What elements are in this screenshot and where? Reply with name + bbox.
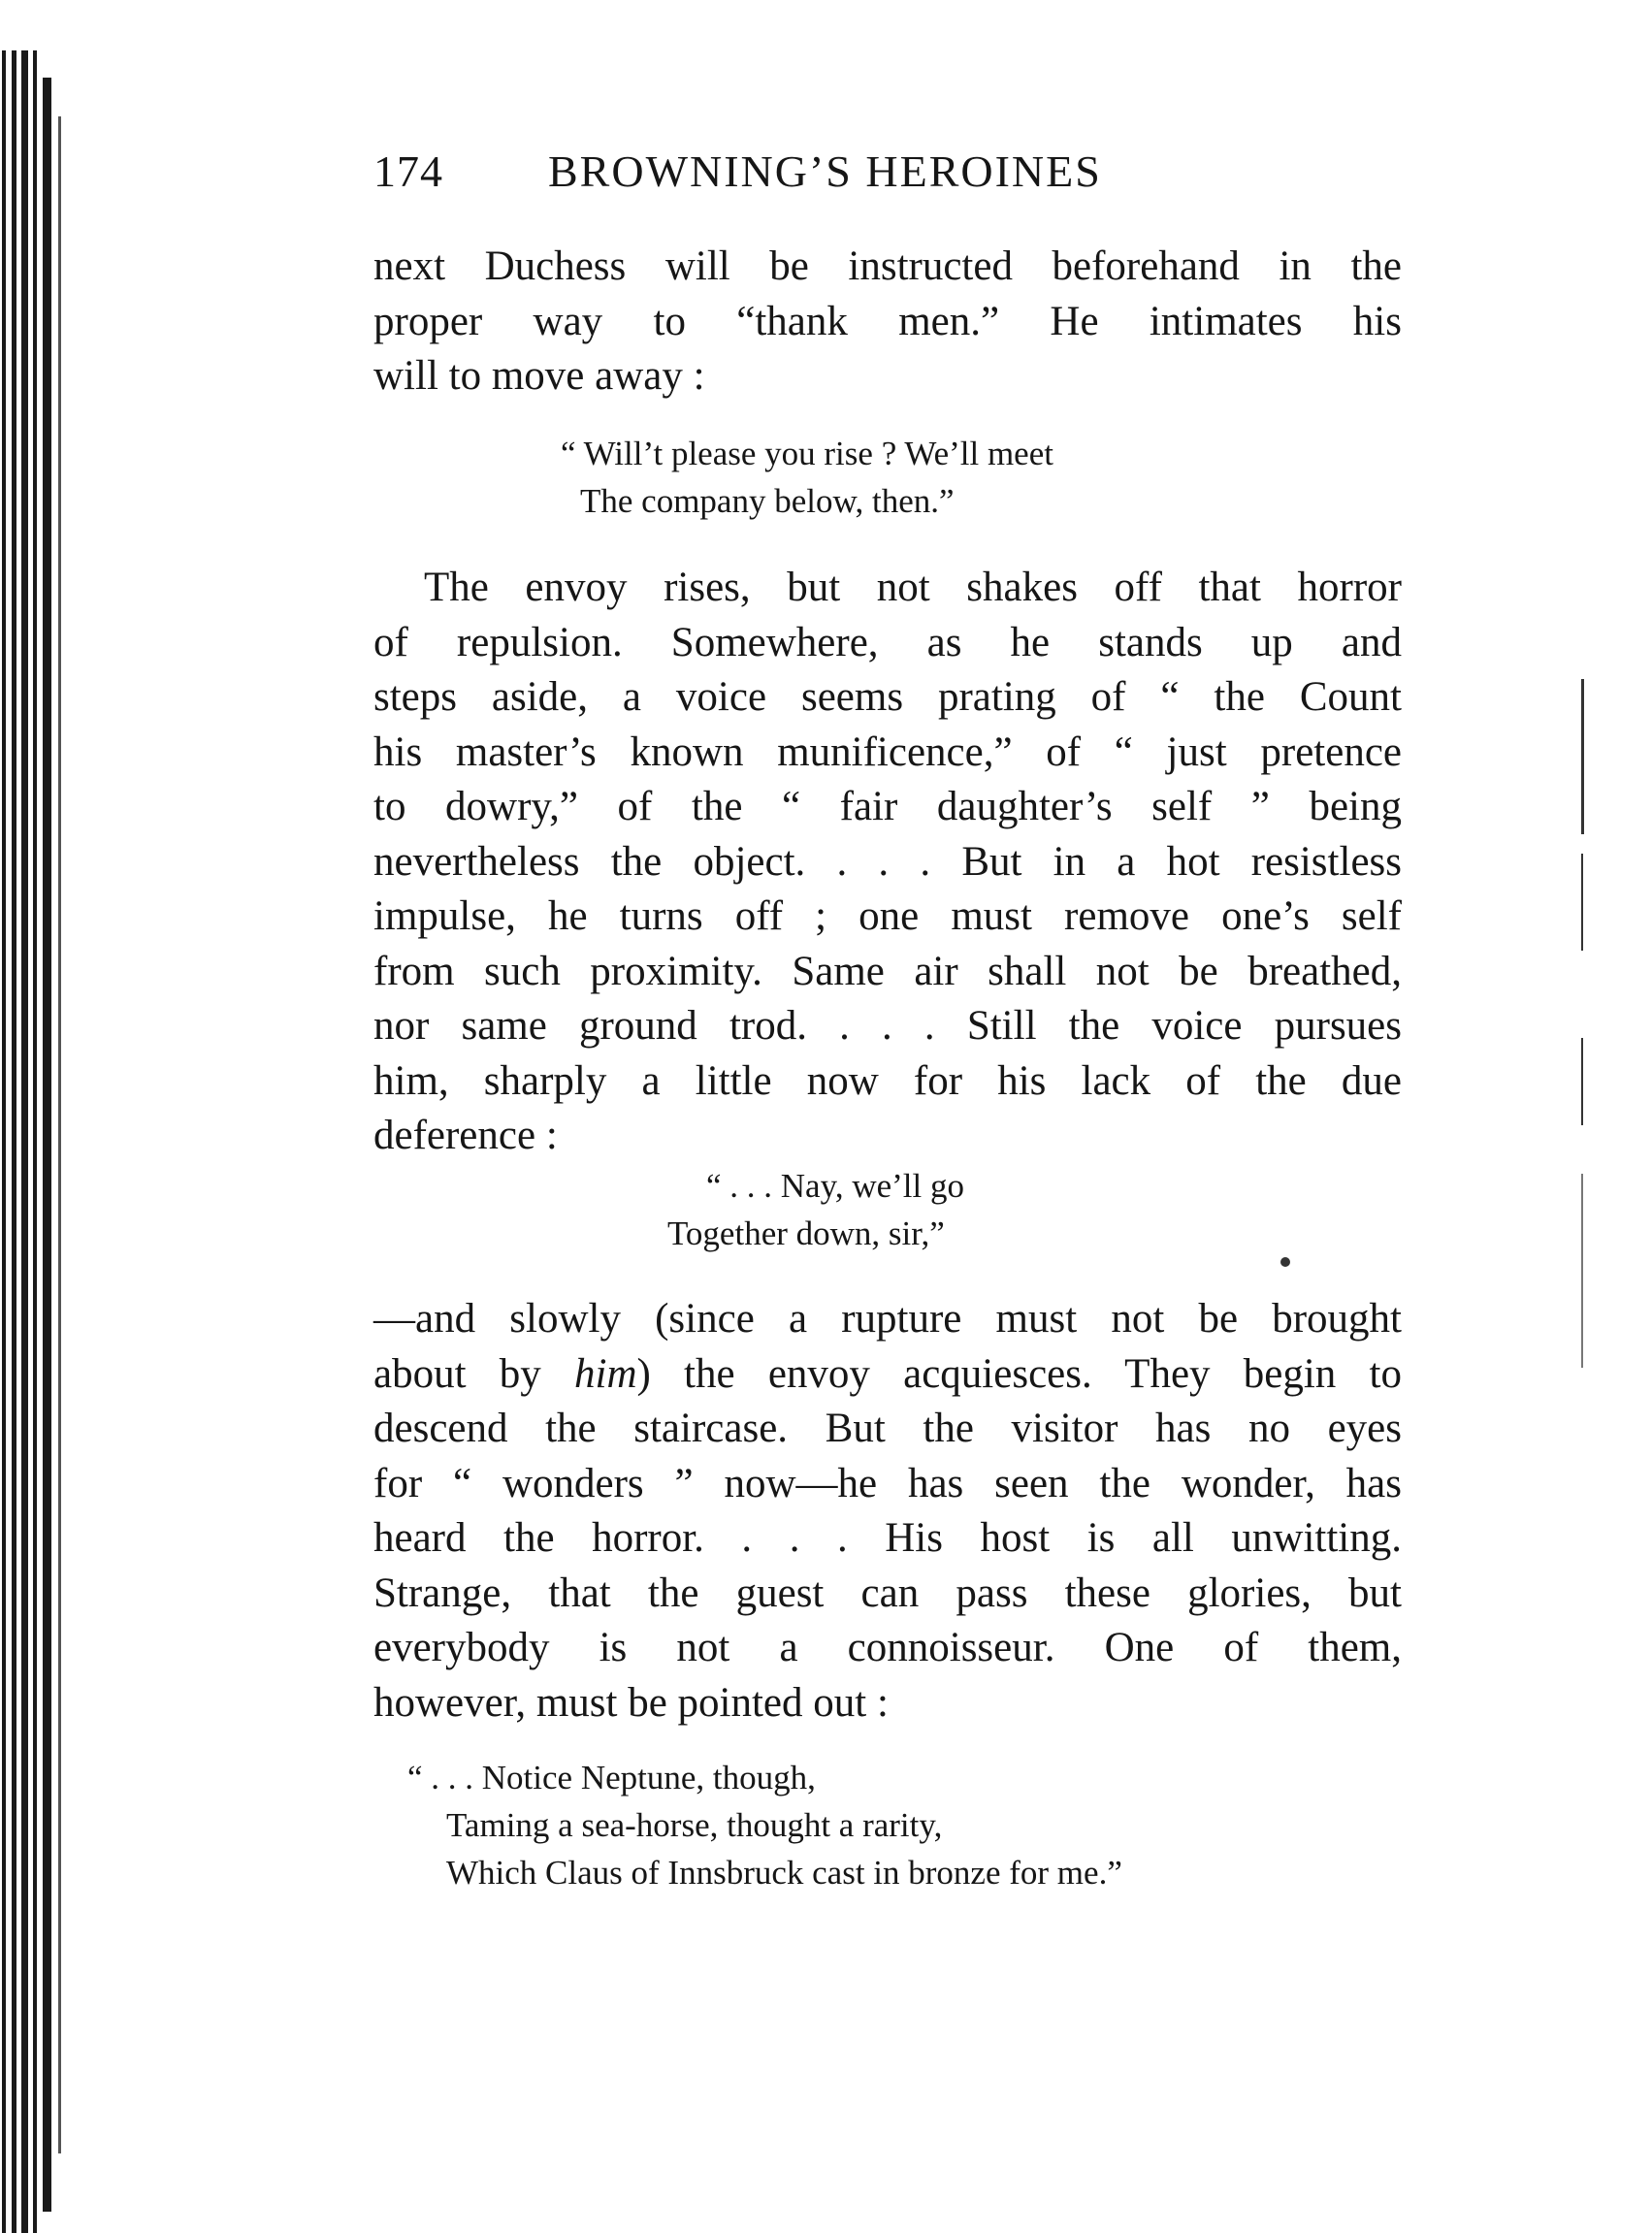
text-line: heard the horror. . . . His host is all unwitting. (373, 1515, 1402, 1561)
binding-edge (33, 50, 37, 2233)
text-run: about by (373, 1350, 574, 1397)
verse-line: “ Will’t please you rise ? We’ll meet (561, 435, 1053, 472)
paragraph-2 (373, 561, 1402, 1164)
book-title: BROWNING’S HEROINES (548, 146, 1102, 196)
text-line: The envoy rises, but not shakes off that horror (424, 565, 1402, 610)
binding-edge (58, 116, 61, 2153)
text-line: Strange, that the guest can pass these glories, but (373, 1570, 1402, 1616)
text-line: steps aside, a voice seems prating of “ the Count (373, 674, 1402, 720)
text-line: descend the staircase. But the visitor has no eyes (373, 1406, 1402, 1451)
text-line: to dowry,” of the “ fair daughter’s self ” being (373, 784, 1402, 829)
verse-line: Together down, sir,” (667, 1214, 945, 1252)
text-line: nor same ground trod. . . . Still the voice pursues (373, 1003, 1402, 1049)
text-line: for “ wonders ” now—he has seen the wonder, has (373, 1460, 1402, 1506)
verse-line: Which Claus of Innsbruck cast in bronze for me.” (446, 1854, 1122, 1892)
margin-mark (1581, 679, 1584, 834)
running-head (373, 146, 1402, 197)
text-line: his master’s known munificence,” of “ just pretence (373, 728, 1402, 775)
text-line: will to move away : (373, 353, 705, 399)
text-line: next Duchess will be instructed beforehand in the (373, 243, 1402, 289)
text-line: him, sharply a little now for his lack of the due (373, 1057, 1402, 1104)
binding-edge (2, 50, 6, 2233)
page-number: 174 (373, 146, 443, 196)
text-line: deference : (373, 1113, 558, 1158)
ink-dot (1280, 1257, 1290, 1267)
text-line: everybody is not a connoisseur. One of them, (373, 1625, 1402, 1670)
paragraph-1 (373, 240, 1402, 405)
margin-mark (1581, 1174, 1583, 1368)
verse-line: “ . . . Nay, we’ll go (706, 1167, 964, 1205)
verse-quote-2 (667, 1162, 964, 1257)
text-line: of repulsion. Somewhere, as he stands up and (373, 619, 1402, 665)
text-line: nevertheless the object. . . . But in a hot resistless (373, 838, 1402, 885)
verse-line: The company below, then.” (580, 482, 955, 520)
binding-edge (43, 78, 51, 2212)
text-line: —and slowly (since a rupture must not be brought (373, 1296, 1402, 1342)
margin-mark (1581, 1038, 1583, 1125)
paragraph-3 (373, 1292, 1402, 1731)
binding-edge (12, 50, 16, 2233)
emphasis: him (574, 1350, 637, 1397)
verse-quote-1 (561, 430, 1053, 525)
binding-edge (21, 50, 28, 2233)
margin-mark (1581, 854, 1583, 951)
text-line: impulse, he turns off ; one must remove one’s self (373, 893, 1402, 939)
verse-line: Taming a sea-horse, thought a rarity, (446, 1806, 943, 1844)
text-run: ) the envoy acquiesces. They begin to (636, 1350, 1402, 1397)
text-line: however, must be pointed out : (373, 1679, 889, 1726)
text-line: proper way to “thank men.” He intimates his (373, 298, 1402, 344)
text-line: from such proximity. Same air shall not be breathed, (373, 948, 1402, 994)
verse-line: “ . . . Notice Neptune, though, (407, 1759, 816, 1796)
text-line (373, 1347, 1402, 1403)
verse-quote-3 (407, 1754, 1122, 1896)
